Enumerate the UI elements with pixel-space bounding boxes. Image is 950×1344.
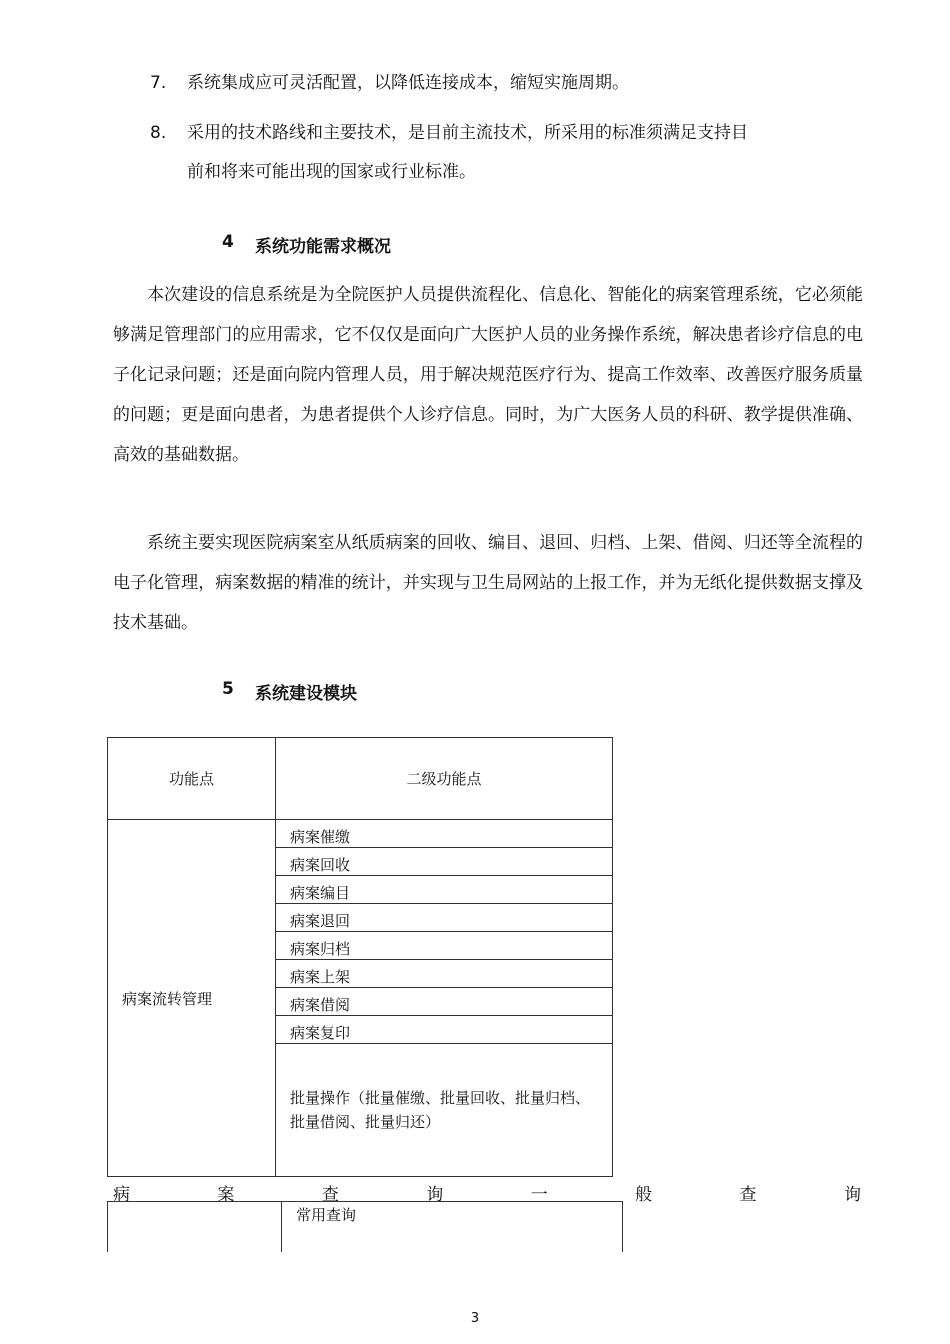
section-number: 4 [222, 232, 234, 252]
heading-char: 一 [530, 1185, 548, 1205]
query-table [107, 1201, 623, 1252]
section-number: 5 [222, 679, 234, 699]
sub-item-cell: 病案复印 [276, 1016, 613, 1044]
list-number: 8. [150, 123, 167, 143]
batch-operation-cell: 批量操作（批量催缴、批量回收、批量归档、批量借阅、批量归还） [276, 1044, 613, 1177]
header-cell: 功能点 [108, 738, 276, 820]
sub-item-cell: 病案借阅 [276, 988, 613, 1016]
table-cell: 常用查询 [296, 1206, 357, 1224]
section-title: 系统建设模块 [255, 684, 357, 704]
paragraph: 系统主要实现医院病案室从纸质病案的回收、编目、退回、归档、上架、借阅、归还等全流程的电子化管理，病案数据的精准的统计，并实现与卫生局网站的上报工作，并为无纸化提供数据支撑及技术基础。 [113, 533, 863, 633]
table-row [108, 820, 613, 848]
page-number: 3 [470, 1311, 480, 1326]
list-text: 系统集成应可灵活配置，以降低连接成本，缩短实施周期。 [187, 73, 629, 93]
heading-char: 案 [217, 1185, 235, 1205]
sub-item-cell: 病案编目 [276, 876, 613, 904]
heading-char: 般 [635, 1185, 653, 1205]
heading-char: 询 [426, 1185, 444, 1205]
heading-char: 病 [113, 1185, 130, 1205]
sub-item-cell: 病案上架 [276, 960, 613, 988]
sub-item-cell: 病案退回 [276, 904, 613, 932]
paragraph: 本次建设的信息系统是为全院医护人员提供流程化、信息化、智能化的病案管理系统，它必须能够满足管理部门的应用需求，它不仅仅是面向广大医护人员的业务操作系统，解决患者诊疗信息的电子化记录问题；还是面向院内管理人员，用于解决规范医疗行为、提高工作效率、改善医疗服务质量的问题；更是面向患者，为患者提供个人诊疗信息。同时，为广大医务人员的科研、教学提供准确、高效的基础数据。 [113, 285, 863, 465]
sub-item-cell: 病案归档 [276, 932, 613, 960]
section-title: 系统功能需求概况 [255, 237, 391, 257]
table-header-row [108, 738, 613, 820]
column-divider [281, 1202, 282, 1252]
category-cell: 病案流转管理 [108, 820, 276, 1177]
heading-char: 查 [321, 1185, 339, 1205]
header-cell: 二级功能点 [276, 738, 613, 820]
heading-char: 询 [843, 1185, 861, 1205]
sub-item-cell: 病案回收 [276, 848, 613, 876]
sub-item-cell: 病案催缴 [276, 820, 613, 848]
list-number: 7. [150, 73, 167, 93]
heading-char: 查 [739, 1185, 757, 1205]
list-text: 采用的技术路线和主要技术，是目前主流技术，所采用的标准须满足支持目 前和将来可能出现的国家或行业标准。 [187, 123, 748, 182]
function-table [107, 737, 613, 1177]
